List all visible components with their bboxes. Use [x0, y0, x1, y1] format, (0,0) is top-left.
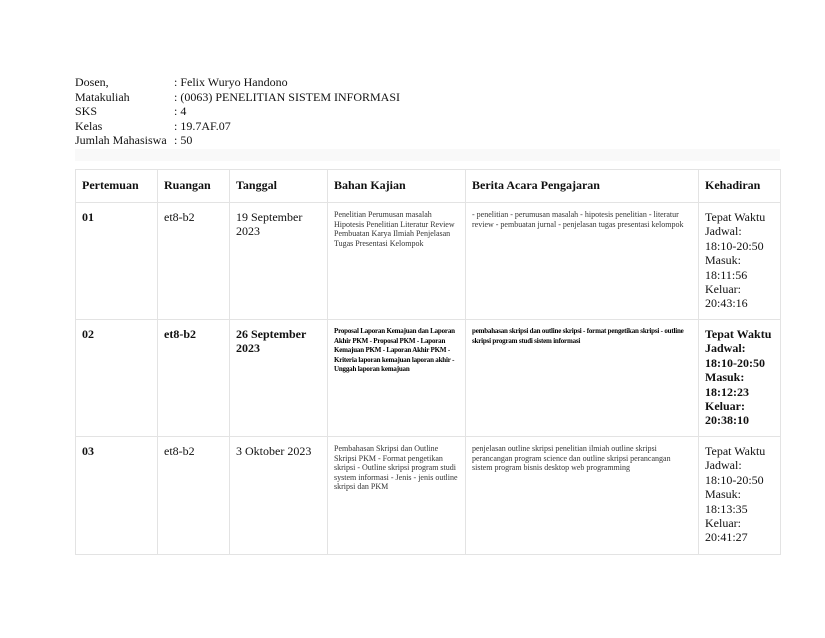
- info-row-jumlah-mahasiswa: [75, 133, 400, 148]
- cell-berita-acara: penjelasan outline skripsi penelitian ilmiah outline skripsi perancangan program science dan outline skripsi perancangan sistem program bisnis desktop web programming: [466, 437, 699, 555]
- cell-bahan-kajian: Proposal Laporan Kemajuan dan Laporan Akhir PKM - Proposal PKM - Laporan Kemajuan PKM - Laporan Akhir PKM - Kriteria laporan kemajuan laporan akhir - Unggah laporan kemajuan: [328, 320, 466, 437]
- table-row: [76, 203, 781, 320]
- cell-kehadiran: [699, 437, 781, 555]
- table-row: [76, 320, 781, 437]
- attendance-table: [75, 169, 781, 555]
- attendance-status: Tepat Waktu: [705, 327, 772, 341]
- cell-bahan-kajian: Penelitian Perumusan masalah Hipotesis Penelitian Literatur Review Pembuatan Karya Ilmiah Penjelasan Tugas Presentasi Kelompok: [328, 203, 466, 320]
- column-header-ruangan: Ruangan: [158, 170, 230, 203]
- cell-bahan-kajian: Pembahasan Skripsi dan Outline Skripsi PKM - Format pengetikan skripsi - Outline skripsi program studi system informasi - Jenis - jenis outline skripsi dan PKM: [328, 437, 466, 555]
- info-value: : 19.7AF.07: [174, 118, 231, 133]
- cell-pertemuan: 02: [76, 320, 158, 437]
- attendance-value: 18:13:35: [705, 501, 748, 516]
- attendance-status: Tepat Waktu: [705, 444, 766, 458]
- attendance-label: Keluar:: [705, 516, 741, 531]
- attendance-value: 18:12:23: [705, 384, 749, 399]
- attendance-label: Jadwal:: [705, 458, 742, 473]
- info-label: Matakuliah: [75, 89, 130, 104]
- cell-pertemuan: 01: [76, 203, 158, 320]
- course-info: [75, 75, 400, 148]
- cell-tanggal: 26 September 2023: [230, 320, 328, 437]
- divider-bar: [75, 149, 780, 161]
- attendance-value: 20:41:27: [705, 530, 748, 545]
- cell-ruangan: et8-b2: [158, 203, 230, 320]
- attendance-label: Jadwal:: [705, 341, 746, 356]
- attendance-label: Jadwal:: [705, 224, 742, 239]
- attendance-value: 18:10-20:50: [705, 472, 764, 487]
- column-header-berita-acara: Berita Acara Pengajaran: [466, 170, 699, 203]
- attendance-label: Keluar:: [705, 399, 745, 414]
- info-label: Dosen,: [75, 75, 109, 89]
- attendance-value: 20:43:16: [705, 296, 748, 311]
- table-row: [76, 437, 781, 555]
- column-header-kehadiran: Kehadiran: [699, 170, 781, 203]
- info-label: Kelas: [75, 118, 103, 133]
- attendance-value: 20:38:10: [705, 413, 749, 428]
- attendance-value: 18:10-20:50: [705, 355, 765, 370]
- column-header-pertemuan: Pertemuan: [76, 170, 158, 203]
- info-label: Jumlah Mahasiswa: [75, 133, 167, 148]
- info-value: : Felix Wuryo Handono: [174, 75, 288, 89]
- cell-ruangan: et8-b2: [158, 320, 230, 437]
- cell-kehadiran: [699, 203, 781, 320]
- column-header-tanggal: Tanggal: [230, 170, 328, 203]
- attendance-value: 18:11:56: [705, 267, 748, 282]
- attendance-label: Masuk:: [705, 253, 741, 268]
- info-value: : (0063) PENELITIAN SISTEM INFORMASI: [174, 89, 400, 104]
- cell-tanggal: 3 Oktober 2023: [230, 437, 328, 555]
- info-row-kelas: [75, 119, 400, 134]
- info-label: SKS: [75, 104, 98, 119]
- cell-pertemuan: 03: [76, 437, 158, 555]
- table-header-row: [76, 170, 781, 203]
- info-row-matakuliah: [75, 90, 400, 105]
- info-value: : 50: [174, 133, 193, 148]
- info-row-dosen: [75, 75, 400, 90]
- info-value: : 4: [174, 104, 187, 119]
- info-row-sks: [75, 104, 400, 119]
- cell-kehadiran: [699, 320, 781, 437]
- cell-ruangan: et8-b2: [158, 437, 230, 555]
- attendance-label: Keluar:: [705, 282, 741, 297]
- attendance-label: Masuk:: [705, 487, 741, 502]
- cell-berita-acara: pembahasan skripsi dan outline skripsi - format pengetikan skripsi - outline skripsi program studi sistem informasi: [466, 320, 699, 437]
- cell-tanggal: 19 September 2023: [230, 203, 328, 320]
- attendance-status: Tepat Waktu: [705, 210, 766, 224]
- attendance-label: Masuk:: [705, 370, 745, 385]
- column-header-bahan-kajian: Bahan Kajian: [328, 170, 466, 203]
- cell-berita-acara: - penelitian - perumusan masalah - hipotesis penelitian - literatur review - pembuatan jurnal - penjelasan tugas presentasi kelompok: [466, 203, 699, 320]
- attendance-value: 18:10-20:50: [705, 238, 764, 253]
